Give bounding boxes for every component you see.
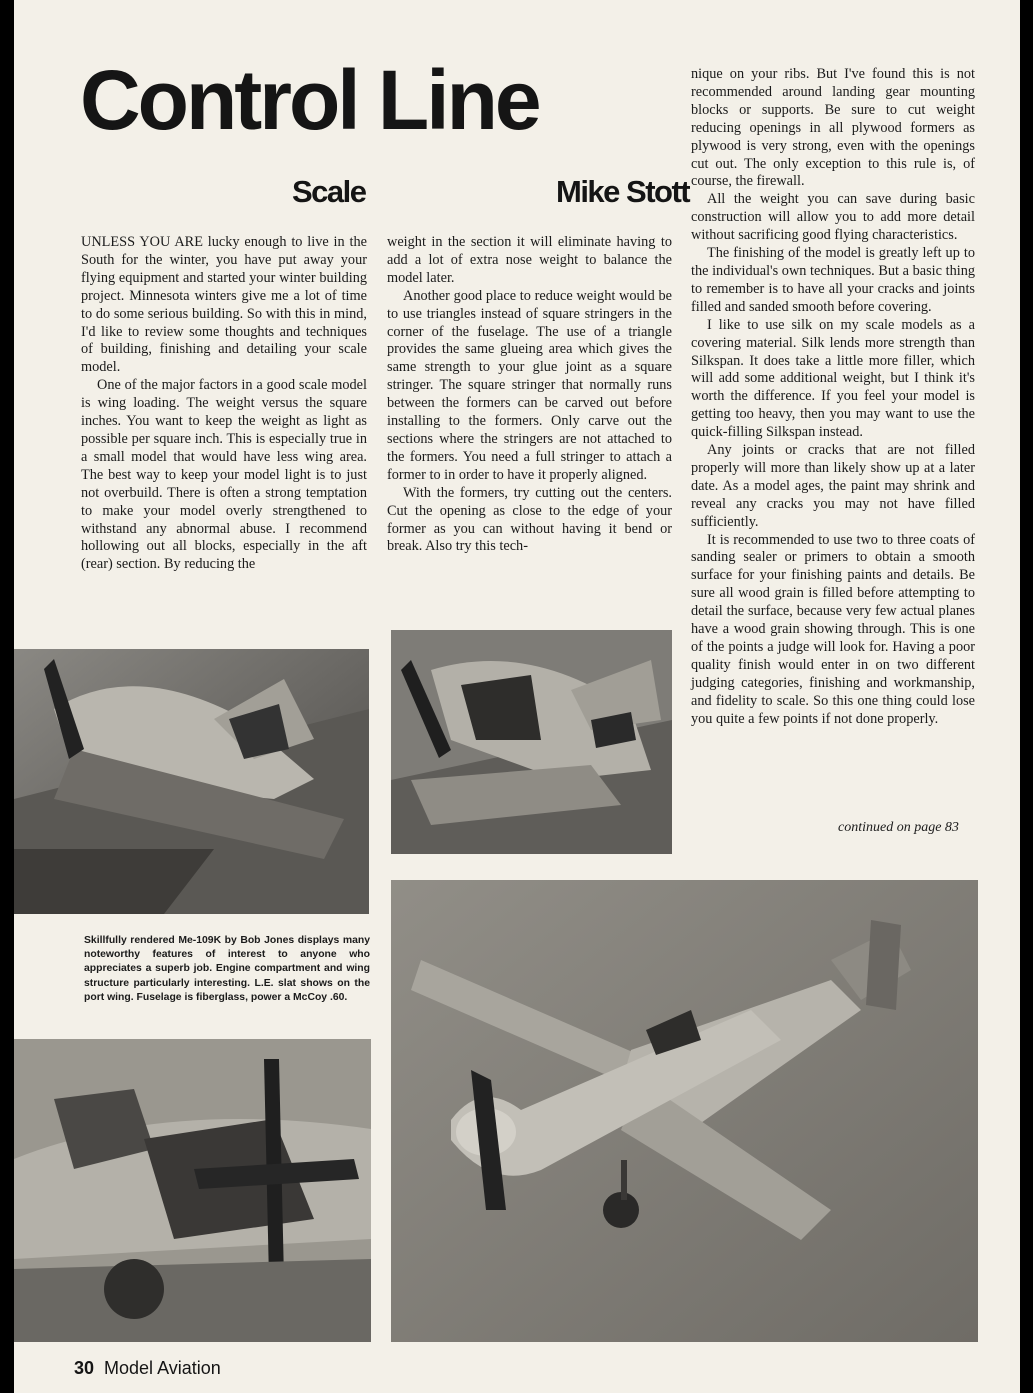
photo-caption: Skillfully rendered Me-109K by Bob Jones displays many noteworthy features of interest to anyone who appreciates a superb job. Engine compartment and wing structure particularly interesting. L.E. slat shows on the port wing. Fuselage is fiberglass, power a McCoy .60. — [84, 935, 370, 1003]
paragraph: nique on your ribs. But I've found this is not recommended around landing gear mounting blocks or supports. Be sure to cut weight reducing openings in all plywood formers as plywood is very strong, even with the openings cut out. The only exception to this rule is, of course, the firewall. — [691, 66, 975, 190]
paragraph: The finishing of the model is greatly left up to the individual's own techniques. But a basic thing to remember is to have all your cracks and joints filled and sanded smooth before covering. — [691, 245, 975, 315]
lead-caps: UNLESS YOU ARE — [81, 234, 203, 250]
paragraph: weight in the section it will eliminate having to add a lot of extra nose weight to balance the model later. — [387, 234, 672, 286]
author-byline: Mike Stott — [556, 174, 690, 209]
lead-paragraph — [81, 234, 367, 377]
paragraph: I like to use silk on my scale models as a covering material. Silk lends more strength than Silkspan. It does take a little more filler, which will add some additional weight, but I think it's worth the difference. If you feel your model is getting too heavy, then you may want to use the quick-filling Silkspan instead. — [691, 316, 975, 441]
photo-engine-detail — [14, 1039, 371, 1342]
lead-text: lucky enough to live in the South for the winter, you have put away your flying equipment and started your winter building project. Minnesota winters give me a lot of time to do some serious building. So with this in mind, I'd like to review some thoughts and techniques of building, finishing and detailing your scale model. — [81, 234, 367, 376]
article-title: Control Line — [80, 53, 539, 147]
paragraph: All the weight you can save during basic construction will allow you to add more detail without sacrificing good flying characteristics. — [691, 191, 975, 244]
paragraph: Any joints or cracks that are not filled properly will more than likely show up at a later date. As a model ages, the paint may shrink and reveal any cracks you may not have filled sufficiently. — [691, 442, 975, 530]
paragraph: With the formers, try cutting out the centers. Cut the opening as close to the edge of your former as you can without having it bend or break. Also try this tech- — [387, 484, 672, 555]
paragraph: One of the major factors in a good scale model is wing loading. The weight versus the square inches. You want to keep the weight as light as possible per square inch. This is especially true in a small model that would have less wing area. The best way to keep your model light is to just not overbuild. There is often a strong temptation to make your model overly strengthened to withstand any abnormal abuse. I recommend hollowing out all blocks, especially in the aft (rear) section. By reducing the — [81, 377, 367, 573]
page-footer — [74, 1358, 221, 1379]
photo-engine-compartment — [391, 630, 672, 854]
paragraph: It is recommended to use two to three coats of sanding sealer or primers to obtain a smooth surface for your finishing paints and details. Be sure all wood grain is filled before attempting to detail the surface, because very few actual planes have a wood grain showing through. This is one of the points a judge will look for. Having a poor quality finish would enter in on two different judging categories, finishing and workmanship, and fidelity to scale. So this one thing could lose you quite a few points if not done properly. — [691, 531, 975, 727]
photo-me109k-overhead — [391, 880, 978, 1342]
continued-note: continued on page 83 — [838, 820, 959, 835]
photo-cockpit-closeup — [14, 649, 369, 914]
text-column-1 — [81, 234, 367, 574]
page-number: 30 — [74, 1358, 95, 1378]
text-column-3 — [691, 66, 975, 729]
text-column-2 — [387, 234, 672, 556]
paragraph: Another good place to reduce weight would be to use triangles instead of square stringers in the corner of the fuselage. The use of a triangle provides the same glueing area which gives the same strength to your glue joint as a square stringer. The square stringer that normally runs between the formers can be carved out before installing to the formers. Only carve out the sections where the stringers are not attached to the formers. You need a full stringer to attach a former to in order to have it properly aligned. — [387, 287, 672, 483]
magazine-name: Model Aviation — [104, 1358, 221, 1378]
magazine-page — [14, 0, 1020, 1393]
section-label: Scale — [292, 174, 366, 209]
